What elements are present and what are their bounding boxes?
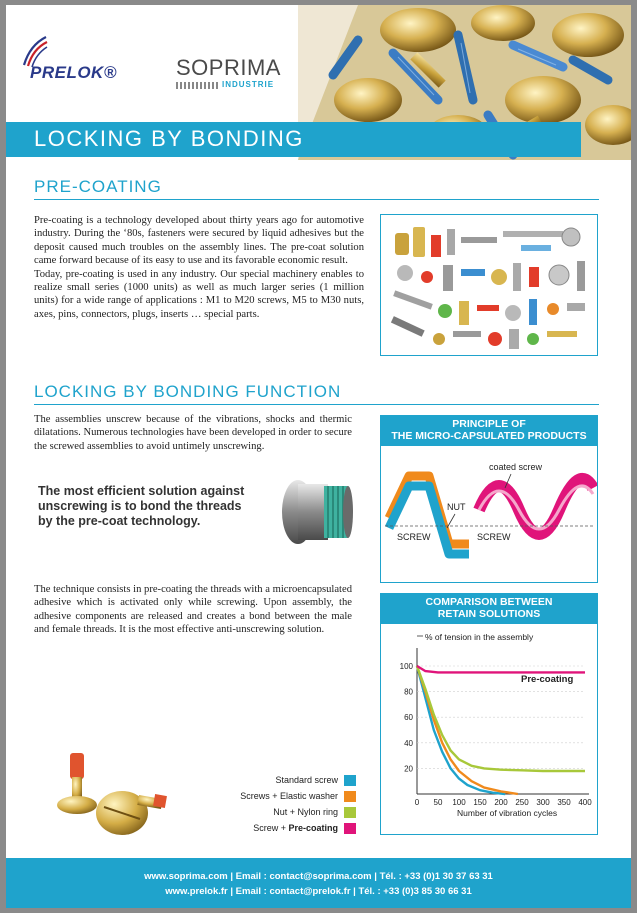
soprima-subtitle: INDUSTRIE [222, 80, 275, 89]
screws-photo [42, 745, 172, 845]
legend-label: Standard screw [275, 775, 338, 785]
legend-swatch [344, 775, 356, 786]
function-heading: LOCKING BY BONDING FUNCTION [34, 382, 342, 401]
chart-x-tick-label: 150 [473, 798, 487, 807]
principle-title-line1: PRINCIPLE OF [452, 418, 526, 430]
title-bar [6, 122, 581, 157]
chart-series-line [417, 666, 585, 672]
function-para2: The technique consists in pre-coating the threads with a microencapsulated adhesive which is activated only while screwing. Upon assembly, the adhesive components are released and creates a bond between the male and female threads. It is the most effective anti-unscrewing solution. [34, 584, 352, 636]
chart-x-tick-label: 100 [452, 798, 466, 807]
chart-x-tick-label: 50 [433, 798, 443, 807]
precoating-text [34, 214, 364, 321]
legend-item [206, 774, 356, 788]
legend-swatch [344, 791, 356, 802]
precoated-parts-illustration [381, 215, 597, 355]
precoating-heading: PRE-COATING [34, 177, 162, 196]
chart-y-tick-label: 20 [404, 764, 413, 774]
chart-y-tick-label: 80 [404, 687, 413, 697]
soprima-stripes-icon [176, 82, 220, 89]
comparison-title-line2: RETAIN SOLUTIONS [437, 608, 541, 620]
comparison-panel [380, 593, 598, 835]
chart-y-axis-label: % of tension in the assembly [425, 632, 534, 642]
legend-swatch [344, 807, 356, 818]
soprima-logo [176, 55, 296, 95]
principle-label-coated: coated screw [489, 462, 543, 472]
chart-precoating-annotation: Pre-coating [521, 674, 574, 685]
precoated-screw-photo [274, 472, 354, 552]
chart-x-tick-label: 200 [494, 798, 508, 807]
principle-panel-header [381, 416, 597, 446]
prelok-logo [18, 33, 168, 93]
legend-label: Nut + Nylon ring [273, 807, 338, 817]
page [6, 5, 631, 908]
legend-label: Screw + Pre-coating [253, 823, 338, 833]
chart-x-tick-label: 300 [536, 798, 550, 807]
chart-y-tick-label: 100 [399, 662, 413, 671]
precoating-para1: Pre-coating is a technology developed about thirty years ago for automotive industry. During the ‘80s, fasteners were secured by liquid adhesives but the deposit caused much troubles on the assembly lines. The pre-coat solution came forward because of its easy to use and its favorable economic result. [34, 215, 364, 267]
precoating-para2: Today, pre-coating is used in any industry. Our special machinery enables to realize small series (1000 units) as well as much larger series (1 million units) for a wide range of applications : M1 to M20 screws, M5 to M30 nuts, axes, pins, connectors, plugs, inserts … special parts. [34, 268, 364, 320]
precoated-parts-photo [380, 214, 598, 356]
principle-title-line2: THE MICRO-CAPSULATED PRODUCTS [391, 430, 587, 442]
legend-swatch [344, 823, 356, 834]
soprima-wordmark: SOPRIMA [176, 55, 281, 80]
chart-x-tick-label: 350 [557, 798, 571, 807]
chart-x-tick-label: 400 [578, 798, 592, 807]
legend-label: Screws + Elastic washer [240, 791, 338, 801]
chart-x-tick-label: 250 [515, 798, 529, 807]
function-statement: The most efficient solution against unscrewing is to bond the threads by the pre-coat technology. [38, 484, 245, 528]
chart-y-tick-label: 60 [404, 713, 413, 723]
precoating-divider [34, 199, 599, 200]
chart-legend [206, 774, 356, 836]
legend-item [206, 790, 356, 804]
function-para1: The assemblies unscrew because of the vibrations, shocks and thermic dilatations. Numerous technologies have been developed in order to secure the screwed assemblies to avoid untimely unscrewing. [34, 414, 352, 452]
footer-contact-soprima: www.soprima.com | Email : contact@soprima.com | Tél. : +33 (0)1 30 37 63 31 [144, 871, 493, 882]
footer-contact-prelok: www.prelok.fr | Email : contact@prelok.fr | Tél. : +33 (0)3 85 30 66 31 [165, 886, 472, 897]
principle-label-screw-right: SCREW [477, 532, 511, 542]
chart-x-tick-label: 0 [414, 798, 420, 807]
principle-panel [380, 415, 598, 583]
comparison-panel-header [381, 594, 597, 624]
prelok-wordmark: PRELOK® [30, 63, 117, 82]
chart-x-axis-label: Number of vibration cycles [457, 808, 558, 818]
principle-label-nut: NUT [447, 502, 466, 512]
legend-item [206, 806, 356, 820]
footer [6, 858, 631, 908]
comparison-title-line1: COMPARISON BETWEEN [425, 596, 553, 608]
chart-y-tick-label: 40 [404, 738, 413, 748]
retain-comparison-chart [381, 624, 597, 832]
function-divider [34, 404, 599, 405]
page-title: LOCKING BY BONDING [34, 126, 304, 151]
principle-label-screw-left: SCREW [397, 532, 431, 542]
chart-series-line [417, 666, 505, 794]
chart-series-line [417, 666, 518, 794]
principle-diagram [381, 448, 597, 578]
legend-item [206, 822, 356, 836]
